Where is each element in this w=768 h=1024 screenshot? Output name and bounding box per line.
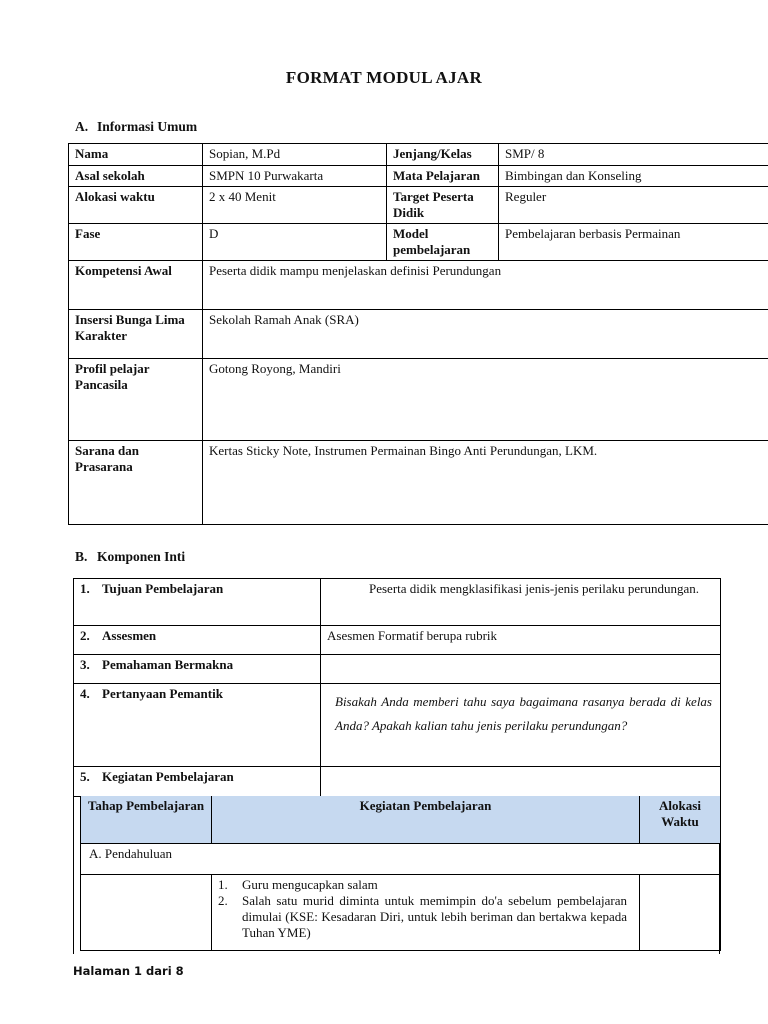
col-tahap-header: Tahap Pembelajaran [81,796,212,843]
insersi-label: Insersi Bunga Lima Karakter [69,310,203,359]
jenjang-label: Jenjang/Kelas [387,144,499,166]
model-pembelajaran-value: Pembelajaran berbasis Permainan [499,224,768,261]
insersi-value: Sekolah Ramah Anak (SRA) [203,310,768,359]
asal-sekolah-label: Asal sekolah [69,166,203,187]
section-a-number: A. [75,119,89,134]
col-alokasi-header: Alokasi Waktu [640,796,721,843]
tujuan-label: Tujuan Pembelajaran [102,581,224,596]
section-b-number: B. [75,549,88,564]
tujuan-label-cell [74,579,321,626]
asesmen-value: Asesmen Formatif berupa rubrik [321,626,721,655]
profil-pelajar-label: Profil pelajar Pancasila [69,359,203,441]
alokasi-waktu-label: Alokasi waktu [69,187,203,224]
target-peserta-label: Target Peserta Didik [387,187,499,224]
tujuan-value: Peserta didik mengklasifikasi jenis-jenis perilaku perundungan. [321,579,721,626]
target-peserta-value: Reguler [499,187,768,224]
list-item [214,877,627,893]
sarana-value: Kertas Sticky Note, Instrumen Permainan Bingo Anti Perundungan, LKM. [203,441,768,525]
kegiatan-value [321,767,721,797]
pertanyaan-number: 4. [80,686,90,701]
kegiatan-number: 5. [80,769,90,784]
kegiatan-label: Kegiatan Pembelajaran [102,769,234,784]
outer-left-border [73,796,74,954]
fase-label: Fase [69,224,203,261]
alokasi-waktu-value: 2 x 40 Menit [203,187,387,224]
activity-number: 1. [218,876,228,892]
activity-text: Guru mengucapkan salam [242,876,378,892]
jenjang-value: SMP/ 8 [499,144,768,166]
kegiatan-pembelajaran-table [80,796,721,951]
activity-number: 2. [218,892,228,908]
section-a-heading [75,119,197,135]
pemahaman-value [321,655,721,684]
page-footer: Halaman 1 dari 8 [73,964,184,978]
kegiatan-label-cell [74,767,321,797]
section-a-label: Informasi Umum [97,119,198,134]
profil-pelajar-value: Gotong Royong, Mandiri [203,359,768,441]
asal-sekolah-value: SMPN 10 Purwakarta [203,166,387,187]
informasi-umum-table [68,143,768,525]
pertanyaan-label: Pertanyaan Pemantik [102,686,223,701]
mata-pelajaran-value: Bimbingan dan Konseling [499,166,768,187]
mata-pelajaran-label: Mata Pelajaran [387,166,499,187]
section-b-label: Komponen Inti [97,549,186,564]
model-pembelajaran-label: Model pembelajaran [387,224,499,261]
pendahuluan-row: A. Pendahuluan [81,843,721,874]
pertanyaan-label-cell [74,684,321,767]
pemahaman-label-cell [74,655,321,684]
activity-text: Salah satu murid diminta untuk memimpin do'a sebelum pembelajaran dimulai (KSE: Kesadaran Diri, untuk lebih beriman dan bertakwa kepada Tuhan YME) [242,892,627,940]
asesmen-label-cell [74,626,321,655]
pertanyaan-value: Bisakah Anda memberi tahu saya bagaimana rasanya berada di kelas Anda? Apakah kalian tahu jenis perilaku perundungan? [321,684,721,767]
list-item [214,893,627,941]
tujuan-number: 1. [80,581,90,596]
activities-list [214,877,627,941]
sarana-label: Sarana dan Prasarana [69,441,203,525]
col-kegiatan-header: Kegiatan Pembelajaran [212,796,640,843]
nama-value: Sopian, M.Pd [203,144,387,166]
kompetensi-awal-label: Kompetensi Awal [69,261,203,310]
pemahaman-label: Pemahaman Bermakna [102,657,234,672]
tahap-cell [81,874,212,950]
komponen-inti-table [73,578,721,797]
asesmen-number: 2. [80,628,90,643]
pemahaman-number: 3. [80,657,90,672]
asesmen-label: Assesmen [102,628,157,643]
kompetensi-awal-value: Peserta didik mampu menjelaskan definisi Perundungan [203,261,768,310]
nama-label: Nama [69,144,203,166]
section-b-heading [75,549,185,565]
fase-value: D [203,224,387,261]
page-title: FORMAT MODUL AJAR [285,68,483,87]
alokasi-cell [640,874,721,950]
activities-cell [212,874,640,950]
